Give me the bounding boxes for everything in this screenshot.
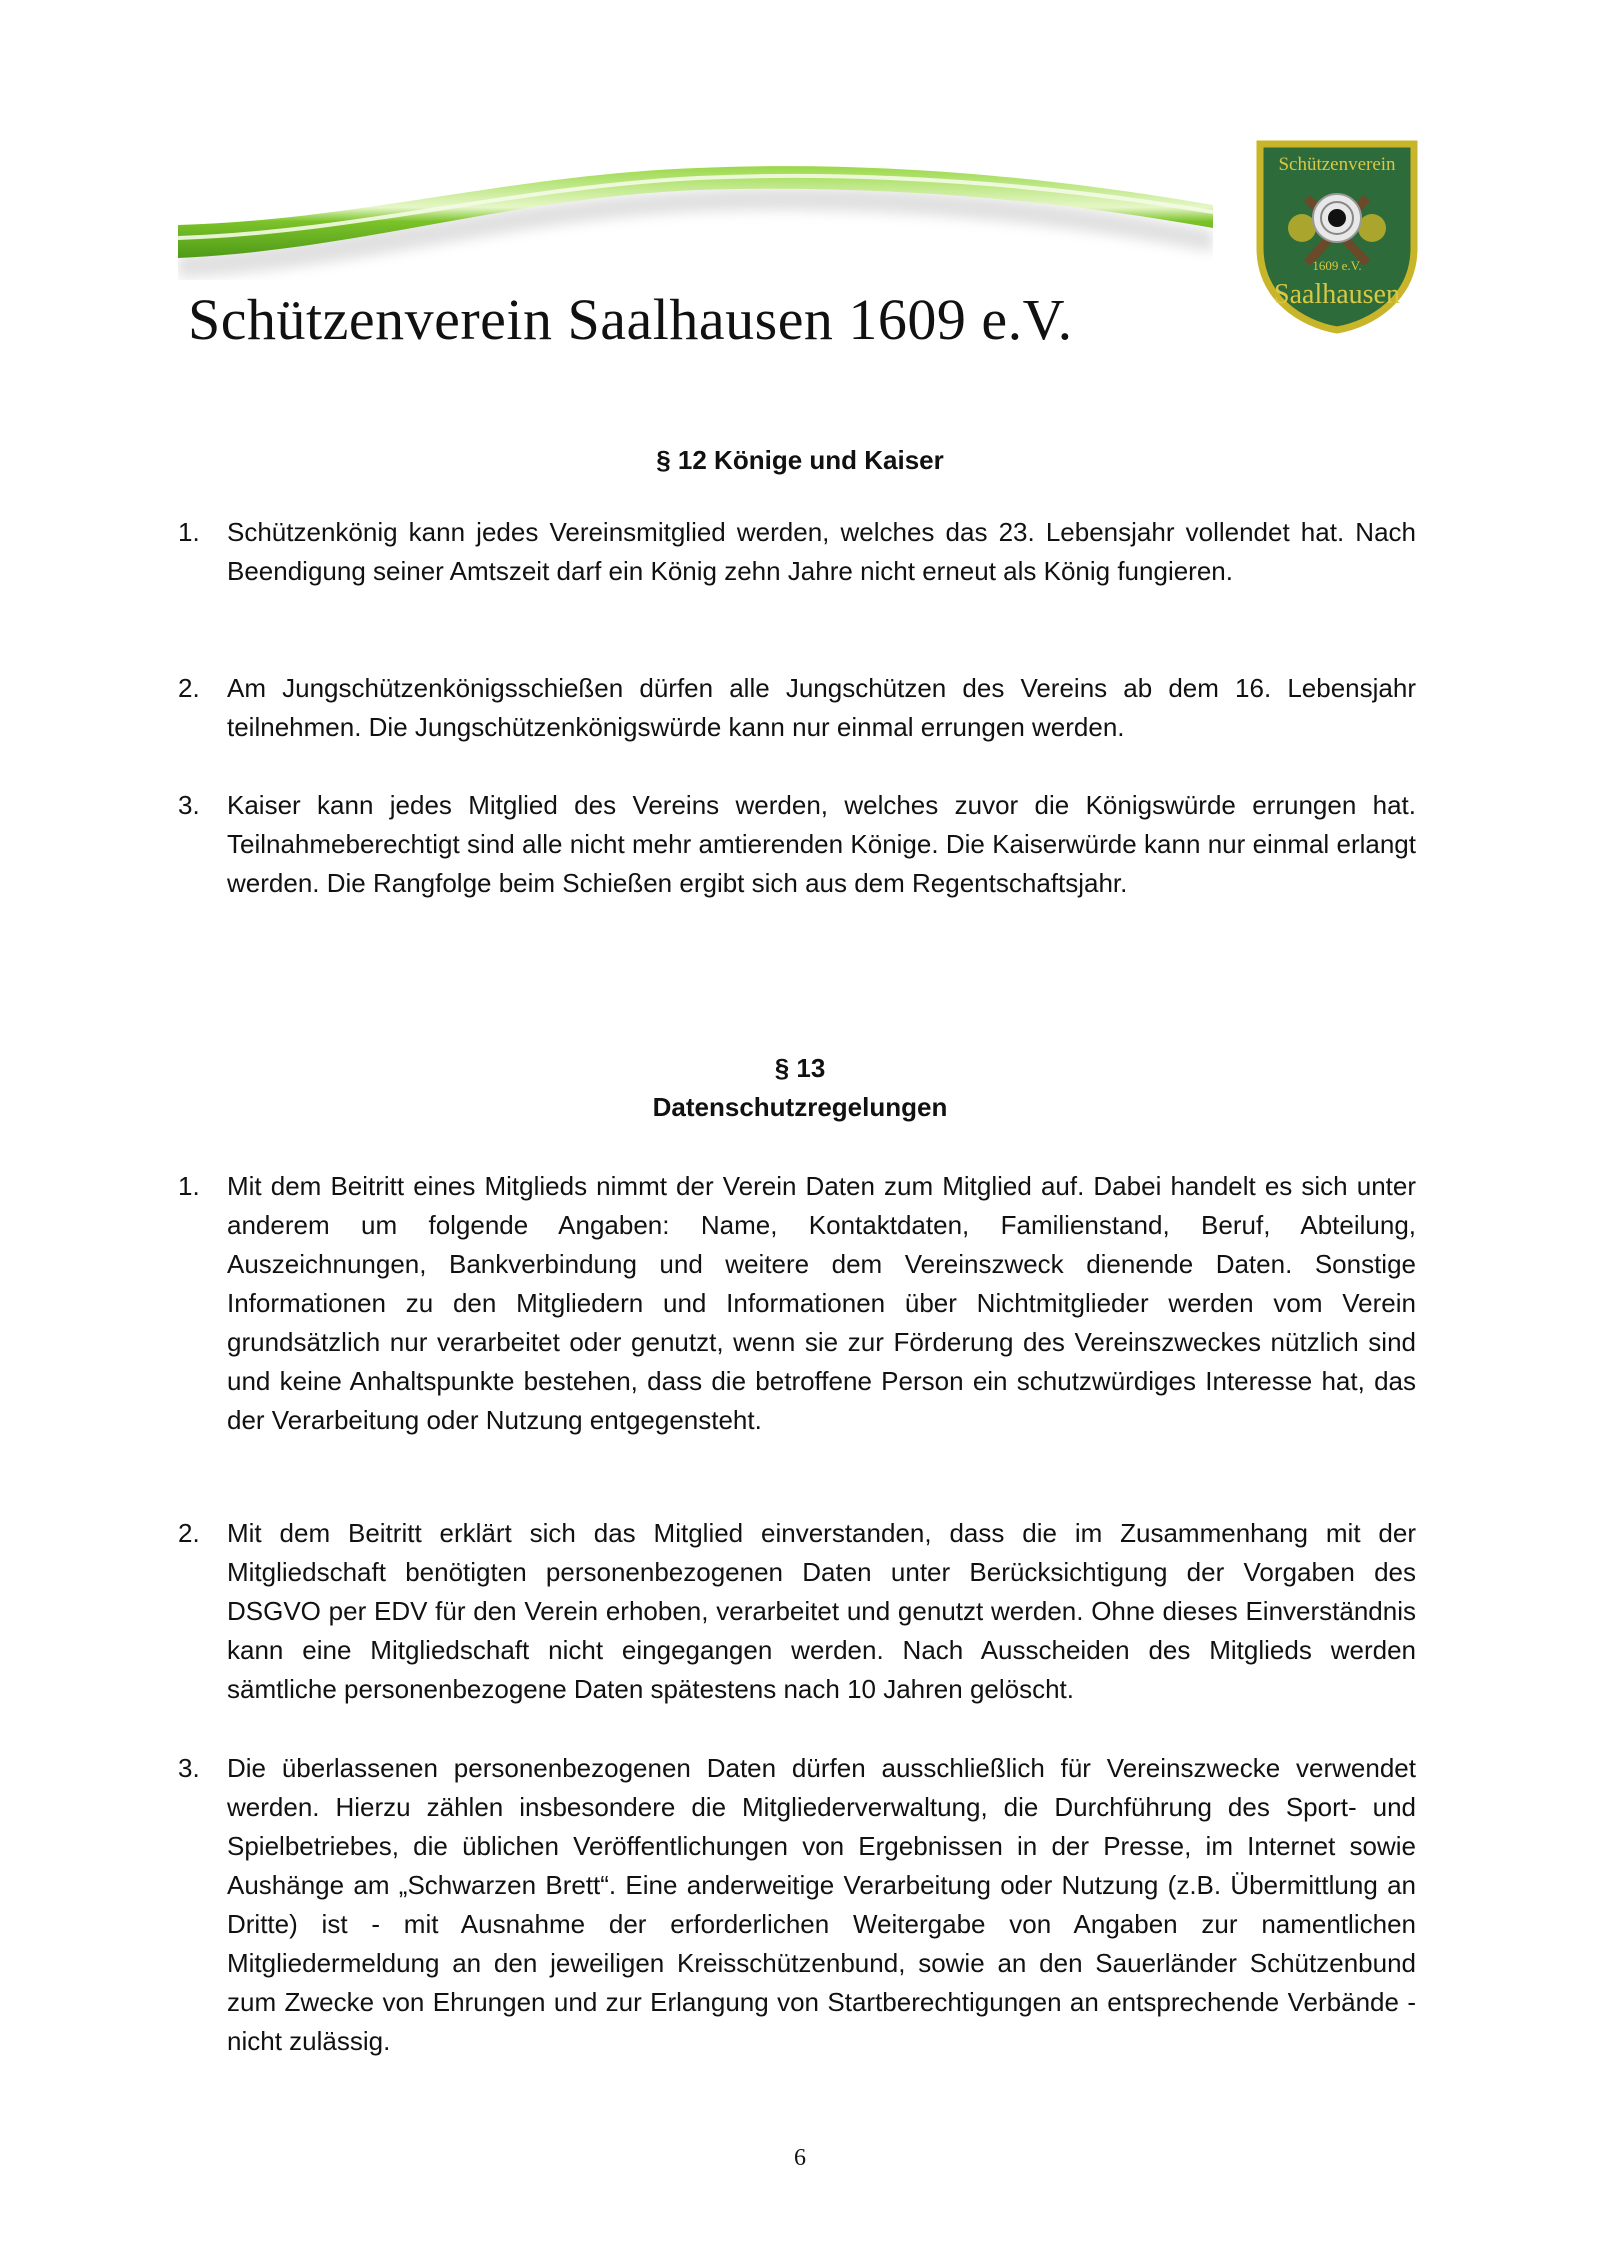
section-13-list	[178, 1749, 1416, 2061]
item-text: Mit dem Beitritt eines Mitglieds nimmt der Verein Daten zum Mitglied auf. Dabei handelt es sich unter anderem um folgende Angaben: Name, Kontaktdaten, Familienstand, Beruf, Abteilung, Auszeichnungen, Bankverbindung und weitere dem Vereinszweck dienende Daten. Sonstige Informationen zu den Mitgliedern und Informationen über Nichtmitglieder werden vom Verein grundsätzlich nur verarbeitet oder genutzt, wenn sie zur Förderung des Vereinszweckes nützlich sind und keine Anhaltspunkte bestehen, dass die betroffene Person ein schutzwürdiges Interesse hat, das der Verarbeitung oder Nutzung entgegensteht.	[227, 1171, 1416, 1435]
list-item	[178, 786, 1416, 903]
item-text: Kaiser kann jedes Mitglied des Vereins werden, welches zuvor die Königswürde errungen hat. Teilnahmeberechtigt sind alle nicht mehr amtierenden Könige. Die Kaiserwürde kann nur einmal erlangt werden. Die Rangfolge beim Schießen ergibt sich aus dem Regentschaftsjahr.	[227, 790, 1416, 898]
crest-bottom-text: Saalhausen	[1274, 279, 1400, 310]
crest-year-text: 1609 e.V.	[1312, 258, 1362, 273]
item-text: Schützenkönig kann jedes Vereinsmitglied werden, welches das 23. Lebensjahr vollendet hat. Nach Beendigung seiner Amtszeit darf ein König zehn Jahre nicht erneut als König fungieren.	[227, 517, 1416, 586]
section-12-list	[178, 513, 1416, 591]
section-12-list	[178, 786, 1416, 903]
green-swoosh-decoration	[178, 150, 1213, 280]
section-12-list	[178, 669, 1416, 747]
item-text: Am Jungschützenkönigsschießen dürfen alle Jungschützen des Vereins ab dem 16. Lebensjahr teilnehmen. Die Jungschützenkönigswürde kann nur einmal errungen werden.	[227, 673, 1416, 742]
item-number: 2.	[178, 673, 200, 703]
item-text: Mit dem Beitritt erklärt sich das Mitglied einverstanden, dass die im Zusammenhang mit der Mitgliedschaft benötigten personenbezogenen Daten unter Berücksichtigung der Vorgaben des DSGVO per EDV für den Verein erhoben, verarbeitet und genutzt werden. Ohne dieses Einverständnis kann eine Mitgliedschaft nicht eingegangen werden. Nach Ausscheiden des Mitglieds werden sämtliche personenbezogene Daten spätestens nach 10 Jahren gelöscht.	[227, 1518, 1416, 1704]
item-number: 2.	[178, 1518, 200, 1548]
item-number: 3.	[178, 1753, 200, 1783]
section-13-list	[178, 1514, 1416, 1709]
page-number: 6	[794, 2145, 806, 2171]
list-item	[178, 1167, 1416, 1440]
list-item	[178, 1514, 1416, 1709]
list-item	[178, 669, 1416, 747]
item-text: Die überlassenen personenbezogenen Daten dürfen ausschließlich für Vereinszwecke verwendet werden. Hierzu zählen insbesondere die Mitgliederverwaltung, die Durchführung des Sport- und Spielbetriebes, die üblichen Veröffentlichungen von Ergebnissen in der Presse, im Internet sowie Aushänge am „Schwarzen Brett“. Eine anderweitige Verarbeitung oder Nutzung (z.B. Übermittlung an Dritte) ist - mit Ausnahme der erforderlichen Weitergabe von Angaben zur namentlichen Mitgliedermeldung an den jeweiligen Kreisschützenbund, sowie an den Sauerländer Schützenbund zum Zwecke von Ehrungen und zur Erlangung von Startberechtigungen an entsprechende Verbände - nicht zulässig.	[227, 1753, 1416, 2056]
item-number: 1.	[178, 1171, 200, 1201]
organization-title: Schützenverein Saalhausen 1609 e.V.	[188, 287, 1073, 352]
item-number: 3.	[178, 790, 200, 820]
club-crest-logo	[1252, 138, 1422, 334]
section-12-heading: § 12 Könige und Kaiser	[656, 445, 944, 475]
section-13-number: § 13	[774, 1053, 826, 1083]
item-number: 1.	[178, 517, 200, 547]
crest-top-text: Schützenverein	[1278, 154, 1396, 175]
list-item	[178, 513, 1416, 591]
section-13-list	[178, 1167, 1416, 1440]
list-item	[178, 1749, 1416, 2061]
section-13-title: Datenschutzregelungen	[652, 1092, 948, 1122]
